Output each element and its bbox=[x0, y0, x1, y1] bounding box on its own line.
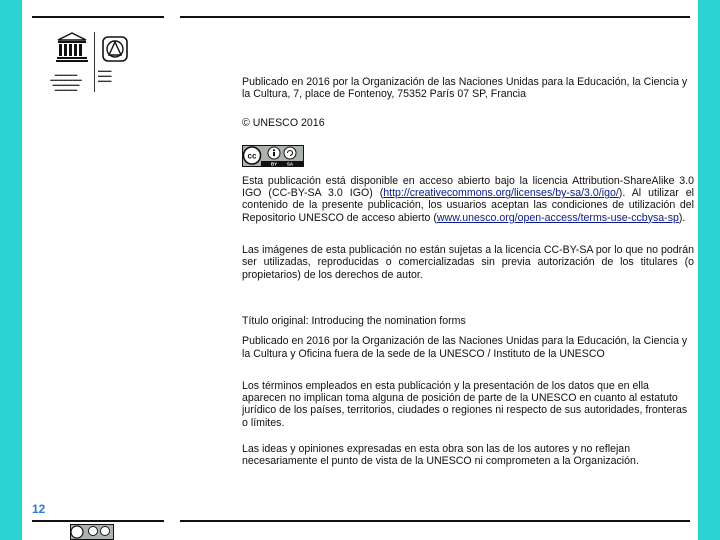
images-notice: Las imágenes de esta publicación no están sujetas a la licencia CC-BY-SA por lo que no podrán ser utilizadas, reproducidas o comercializadas sin previa autorización de los titulares (o propietarios) de los derechos de autor. bbox=[242, 244, 694, 281]
logo-caption-right: ▬▬▬ ▬▬▬ ▬▬▬ bbox=[98, 68, 112, 83]
published-by: Publicado en 2016 por la Organización de las Naciones Unidas para la Educación, la Ciencia y la Cultura y Oficina fuera de la sede de la UNESCO / Instituto de la UNESCO bbox=[242, 335, 688, 360]
institute-logo-icon bbox=[102, 36, 128, 62]
license-middle: ). Al utilizar el contenido de la presente publicación, los usuarios aceptan las condiciones de utilización del Repositorio UNESCO de acceso abierto ( bbox=[242, 187, 694, 224]
right-teal-band bbox=[698, 0, 720, 540]
logo-caption-left: ▬▬▬▬▬ ▬▬▬▬▬▬▬ ▬▬▬▬▬▬ ▬▬▬▬▬ bbox=[50, 72, 82, 92]
terms-disclaimer: Los términos empleados en esta publicación y la presentación de los datos que en ella aparecen no implican toma alguna de posición de parte de la UNESCO en cuanto al estatuto jurídico de los países, territorios, ciudades o regiones ni respecto de sus autoridades, fronteras o límites. bbox=[242, 379, 688, 429]
cc-badge-by: BY bbox=[270, 161, 278, 167]
bottom-rule-right bbox=[180, 520, 690, 522]
license-paragraph bbox=[242, 175, 694, 224]
top-rule-left bbox=[32, 16, 164, 18]
opinions-disclaimer: Las ideas y opiniones expresadas en esta obra son las de los autores y no reflejan necesariamente el punto de vista de la UNESCO ni comprometen a la Organización. bbox=[242, 443, 639, 468]
license-end: ). bbox=[678, 211, 686, 224]
copyright-line: © UNESCO 2016 bbox=[242, 116, 325, 129]
license-link[interactable]: http://creativecommons.org/licenses/by-sa/3.0/igo/ bbox=[383, 187, 619, 200]
cc-badge-cc: cc bbox=[247, 151, 257, 161]
top-rule-right bbox=[180, 16, 690, 18]
original-title: Título original: Introducing the nomination forms bbox=[242, 314, 466, 327]
publisher-line: Publicado en 2016 por la Organización de las Naciones Unidas para la Educación, la Ciencia y la Cultura, 7, place de Fontenoy, 75352 París 07 SP, Francia bbox=[242, 76, 688, 101]
cc-by-sa-icon bbox=[242, 145, 304, 167]
logo-divider bbox=[94, 32, 95, 92]
page-number: 12 bbox=[32, 502, 46, 516]
left-teal-band bbox=[0, 0, 22, 540]
unesco-logo-block bbox=[40, 32, 160, 96]
bottom-rule-left bbox=[32, 520, 164, 522]
cc-badge-sa: SA bbox=[286, 161, 294, 167]
cc-footer-icon bbox=[70, 524, 114, 540]
cc-by-sa-badge bbox=[242, 145, 694, 167]
license-intro: Esta publicación está disponible en acceso abierto bajo la licencia Attribution-ShareAlike 3.0 IGO (CC-BY-SA 3.0 IGO) ( bbox=[242, 174, 694, 200]
unesco-temple-logo bbox=[54, 32, 90, 64]
repository-terms-link[interactable]: www.unesco.org/open-access/terms-use-ccbysa-sp bbox=[436, 211, 679, 224]
imprint-content bbox=[242, 76, 694, 468]
